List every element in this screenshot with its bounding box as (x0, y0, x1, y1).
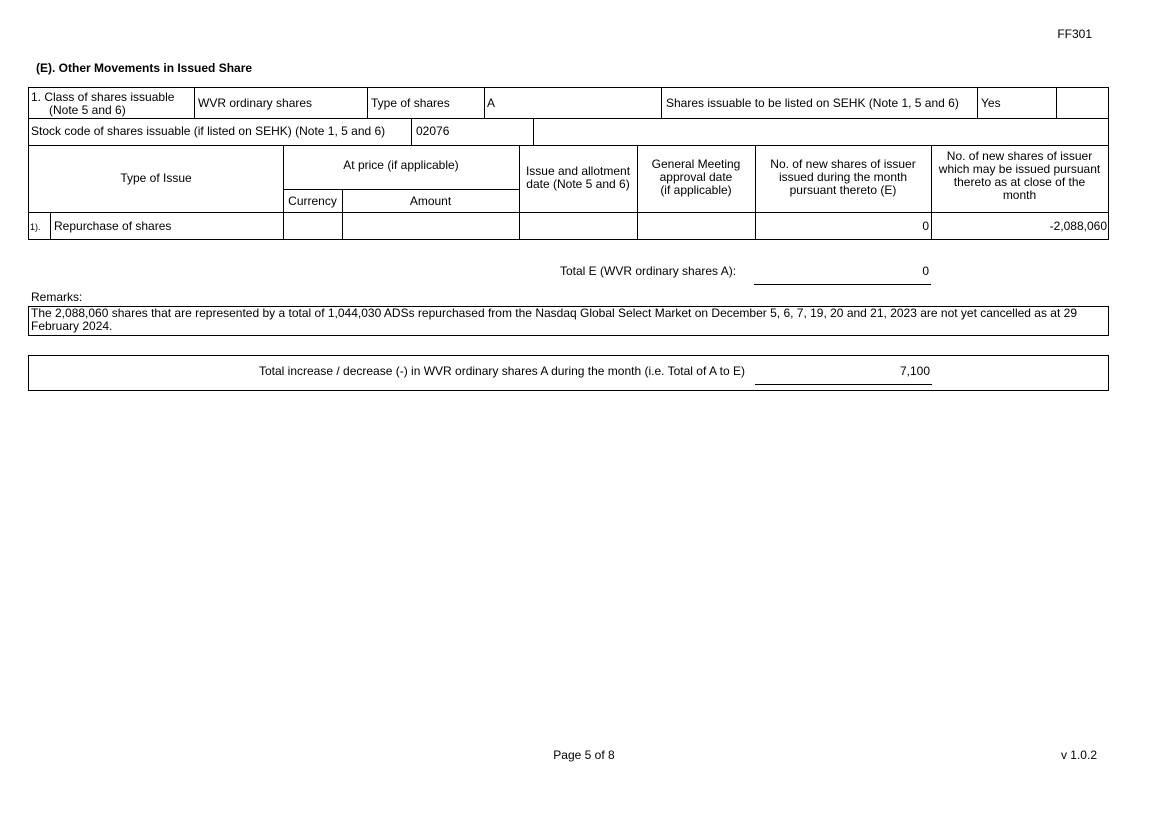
col-gm-line2: approval date (659, 170, 733, 184)
form-code: FF301 (1057, 27, 1092, 41)
total-e-underline (754, 284, 931, 285)
col-may-be-issued (931, 150, 1108, 202)
remarks-label: Remarks: (31, 290, 83, 304)
col-new-shares-line3: pursuant thereto (E) (789, 183, 897, 197)
col-new-shares-line1: No. of new shares of issuer (770, 157, 916, 171)
section-title: (E). Other Movements in Issued Share (36, 61, 253, 75)
issue-table-header (28, 145, 1109, 213)
type-of-shares-label: Type of shares (371, 96, 450, 110)
col-gm-line3: (if applicable) (660, 183, 732, 197)
class-label-line1: 1. Class of shares issuable (31, 90, 175, 104)
listed-on-sehk-label: Shares issuable to be listed on SEHK (Note 1, 5 and 6) (666, 96, 959, 110)
row-type-of-issue: Repurchase of shares (54, 219, 172, 233)
listed-on-sehk-value: Yes (981, 96, 1001, 110)
col-may-issue-line2: which may be issued pursuant (938, 162, 1101, 176)
class-of-shares-row (28, 87, 1109, 119)
total-e-label: Total E (WVR ordinary shares A): (560, 264, 737, 278)
total-change-underline (755, 384, 932, 385)
col-may-issue-line4: month (1002, 188, 1037, 202)
col-gm-line1: General Meeting (651, 157, 741, 171)
col-gm-approval-date (637, 158, 755, 197)
col-new-shares-issued (755, 158, 931, 197)
table-row (28, 212, 1109, 240)
col-issue-date (519, 165, 637, 191)
row-may-issue: -2,088,060 (1049, 219, 1107, 233)
version-label: v 1.0.2 (1060, 748, 1097, 762)
class-label-line2: (Note 5 and 6) (49, 103, 126, 117)
col-may-issue-line1: No. of new shares of issuer (946, 149, 1093, 163)
stock-code-row (28, 118, 1109, 146)
col-type-of-issue: Type of Issue (120, 171, 192, 185)
class-label (31, 91, 191, 117)
total-e-value: 0 (922, 264, 929, 278)
col-amount: Amount (409, 194, 452, 208)
type-of-shares-value: A (487, 96, 496, 110)
stock-code-value: 02076 (416, 124, 450, 138)
row-new-shares: 0 (922, 219, 929, 233)
col-at-price: At price (if applicable) (343, 158, 459, 172)
class-value: WVR ordinary shares (198, 96, 313, 110)
col-new-shares-line2: issued during the month (778, 170, 908, 184)
page-number: Page 5 of 8 (553, 748, 615, 762)
total-change-value: 7,100 (899, 364, 930, 378)
col-currency: Currency (288, 194, 337, 208)
col-issue-date-line2: date (Note 5 and 6) (526, 177, 630, 191)
col-may-issue-line3: thereto as at close of the (953, 175, 1086, 189)
total-change-box (28, 355, 1109, 391)
col-issue-date-line1: Issue and allotment (525, 164, 631, 178)
stock-code-label: Stock code of shares issuable (if listed on SEHK) (Note 1, 5 and 6) (31, 124, 386, 138)
remarks-text: The 2,088,060 shares that are represented by a total of 1,044,030 ADSs repurchased from the Nasdaq Global Select Market on December 5, 6, 7, 19, 20 and 21, 2023 are not yet cancelled as at 29 February 2024. (28, 306, 1109, 336)
total-change-label: Total increase / decrease (-) in WVR ordinary shares A during the month (i.e. Total of A to E) (258, 364, 745, 378)
row-index: 1). (30, 222, 41, 232)
